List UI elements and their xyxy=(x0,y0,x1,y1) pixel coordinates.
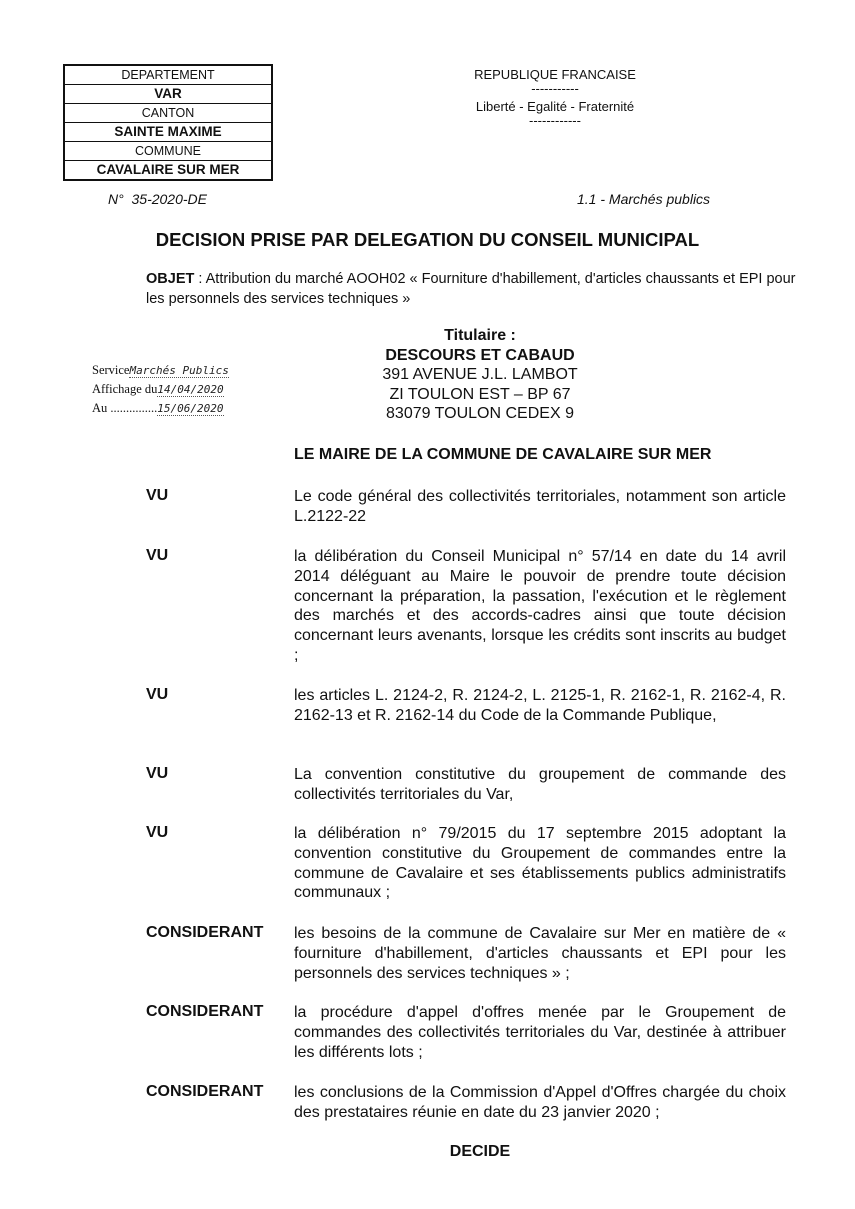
box-commune-value: CAVALAIRE SUR MER xyxy=(96,162,240,177)
page-title: DECISION PRISE PAR DELEGATION DU CONSEIL MUNICIPAL xyxy=(155,229,700,250)
clause-label: CONSIDERANT xyxy=(146,924,264,941)
clause-text: les besoins de la commune de Cavalaire sur Mer en matière de « fourniture d'habillement, d'articles chaussants et EPI pour les personnels des services techniques » ; xyxy=(294,925,786,982)
box-departement-value: VAR xyxy=(65,85,271,104)
titulaire-label: Titulaire : xyxy=(444,327,516,344)
republic-separator-2: ------------ xyxy=(529,113,581,128)
titulaire-address-3: 83079 TOULON CEDEX 9 xyxy=(386,405,574,422)
affichage-value: 14/04/2020 xyxy=(157,383,224,396)
department-box xyxy=(63,64,273,181)
titulaire-address-2: ZI TOULON EST – BP 67 xyxy=(389,385,571,403)
republic-motto: Liberté - Egalité - Fraternité xyxy=(475,99,635,114)
box-commune-label: COMMUNE xyxy=(65,142,271,161)
service-value: Marchés Publics xyxy=(129,364,229,377)
titulaire-address-1: 391 AVENUE J.L. LAMBOT xyxy=(382,366,578,383)
clause-label: CONSIDERANT xyxy=(146,1003,264,1020)
maire-heading: LE MAIRE DE LA COMMUNE DE CAVALAIRE SUR MER xyxy=(294,446,712,463)
clause-label: VU xyxy=(146,765,169,782)
decision-category: 1.1 - Marchés publics xyxy=(577,191,711,207)
service-stamp xyxy=(92,361,229,418)
decide-heading: DECIDE xyxy=(449,1143,511,1160)
clause-label: VU xyxy=(146,824,169,841)
objet-paragraph xyxy=(146,269,810,309)
titulaire-name: DESCOURS ET CABAUD xyxy=(385,346,575,364)
objet-text: : Attribution du marché AOOH02 « Fourniture d'habillement, d'articles chaussants et EPI pour les personnels des services techniques » xyxy=(146,271,796,307)
affichage-line xyxy=(92,380,229,399)
clause-text: la délibération n° 79/2015 du 17 septembre 2015 adoptant la convention constitutive du Groupement de commandes entre la commune de Cavalaire et ses établissements publics administratifs communaux ; xyxy=(294,825,786,902)
clause-text: la délibération du Conseil Municipal n° 57/14 en date du 14 avril 2014 déléguant au Maire le pouvoir de prendre toute décision concernant la préparation, la passation, l'exécution et le règlement des marchés et des accords-cadres ainsi que toute décision concernant leurs avenants, lorsque les crédits sont inscrits au budget ; xyxy=(294,548,786,664)
titulaire-block xyxy=(360,326,600,424)
decision-number-prefix: N° xyxy=(108,191,124,207)
clause-label: VU xyxy=(146,547,169,564)
objet-label: OBJET xyxy=(146,271,195,287)
affichage-label: Affichage du xyxy=(92,382,158,396)
clause-text: les conclusions de la Commission d'Appel d'Offres chargée du choix des prestataires réunie en date du 23 janvier 2020 ; xyxy=(294,1084,786,1121)
clause-text: Le code général des collectivités territoriales, notamment son article L.2122-22 xyxy=(294,488,786,525)
republic-title: REPUBLIQUE FRANCAISE xyxy=(474,67,636,82)
box-canton-value: SAINTE MAXIME xyxy=(65,123,271,142)
clause-label: CONSIDERANT xyxy=(146,1083,264,1100)
clause-label: VU xyxy=(146,487,169,504)
clause-label: VU xyxy=(146,686,169,703)
clause-text: La convention constitutive du groupement de commande des collectivités territoriales du Var, xyxy=(294,766,786,803)
service-label: Service xyxy=(92,363,130,377)
au-value: 15/06/2020 xyxy=(157,402,224,415)
au-line: Au ...............15/06/2020 xyxy=(92,401,224,415)
republic-header xyxy=(440,66,670,126)
box-canton-label: CANTON xyxy=(65,104,271,123)
box-departement-label: DEPARTEMENT xyxy=(65,66,271,85)
decision-number xyxy=(108,191,207,207)
clause-text: les articles L. 2124-2, R. 2124-2, L. 2125-1, R. 2162-1, R. 2162-4, R. 2162-13 et R. 2162-14 du Code de la Commande Publique, xyxy=(294,687,786,724)
au-label: Au xyxy=(92,401,108,415)
decision-number-value: 35-2020-DE xyxy=(131,191,207,207)
clause-text: la procédure d'appel d'offres menée par le Groupement de commandes des collectivités territoriales du Var, destinée à attribuer les différents lots ; xyxy=(294,1004,786,1061)
republic-separator-1: ----------- xyxy=(531,81,579,96)
service-line xyxy=(92,361,229,380)
